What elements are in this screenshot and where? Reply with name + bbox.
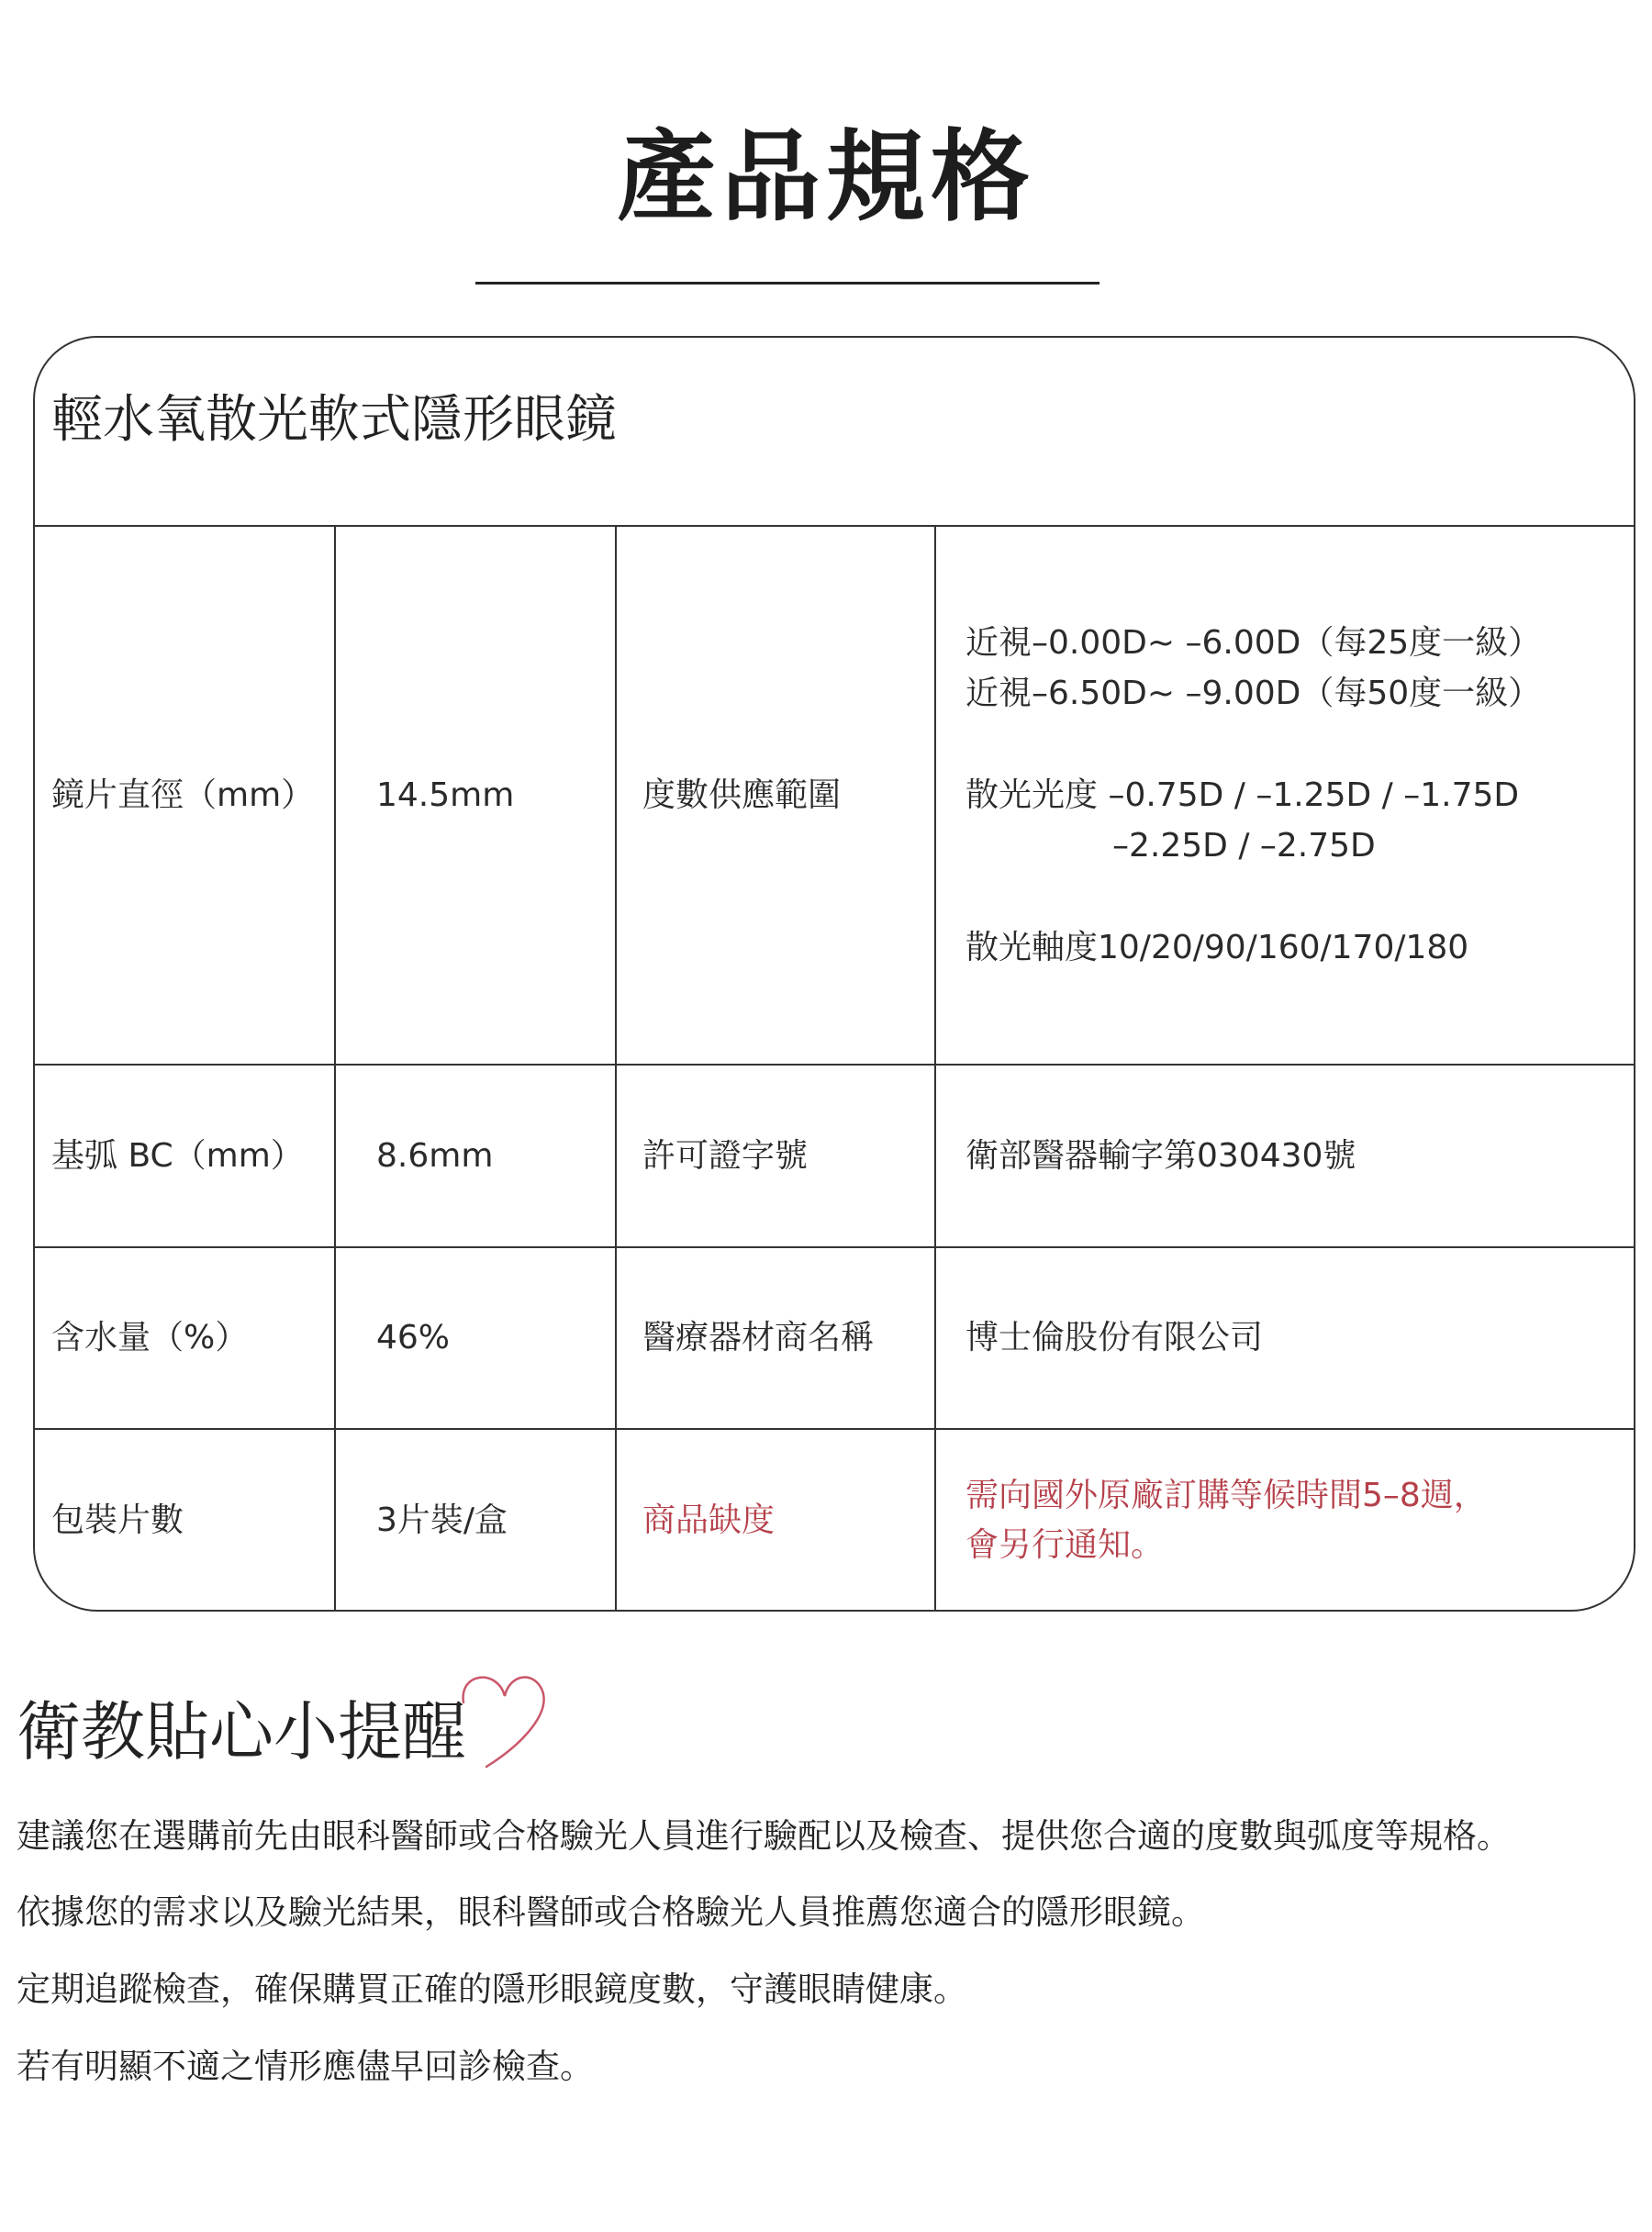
spec-value-water-content: 46% [376, 1319, 451, 1356]
column-divider [334, 525, 336, 1612]
spec-card [33, 336, 1635, 1612]
tip-item: 定期追蹤檢查，確保購買正確的隱形眼鏡度數，守護眼睛健康。 [17, 1970, 967, 2009]
spec-value-base-curve: 8.6mm [376, 1136, 494, 1175]
out-of-stock-line-2: 會另行通知。 [966, 1526, 1165, 1564]
spec-value-vendor: 博士倫股份有限公司 [966, 1319, 1264, 1356]
spec-label-vendor: 醫療器材商名稱 [642, 1319, 875, 1356]
column-divider [934, 525, 936, 1612]
page-title: 產品規格 [616, 120, 1035, 235]
spec-value-diameter: 14.5mm [376, 776, 515, 814]
spec-value-out-of-stock [966, 1430, 1487, 1612]
tip-item: 若有明顯不適之情形應儘早回診檢查。 [17, 2047, 594, 2086]
spec-label-license: 許可證字號 [642, 1136, 809, 1175]
spec-value-power-range [966, 527, 1541, 1064]
range-line-myopia-2: 近視–6.50D~ –9.00D（每50度一級） [966, 675, 1542, 712]
tip-item: 建議您在選購前先由眼科醫師或合格驗光人員進行驗配以及檢查、提供您合適的度數與弧度等規格。 [17, 1816, 1511, 1856]
spec-label-pack-count: 包裝片數 [51, 1501, 184, 1539]
spec-value-license: 衛部醫器輸字第030430號 [966, 1136, 1356, 1175]
title-underline [475, 282, 1099, 285]
spec-label-power-range: 度數供應範圍 [642, 776, 842, 814]
spec-label-diameter: 鏡片直徑（mm） [51, 776, 315, 814]
spec-label-out-of-stock: 商品缺度 [642, 1501, 776, 1539]
out-of-stock-line-1: 需向國外原廠訂購等候時間5–8週， [966, 1477, 1487, 1514]
heart-outline-icon [441, 1661, 560, 1780]
spec-value-pack-count: 3片裝/盒 [376, 1501, 508, 1539]
range-line-myopia-1: 近視–0.00D~ –6.00D（每25度一級） [966, 624, 1542, 662]
tip-item: 依據您的需求以及驗光結果，眼科醫師或合格驗光人員推薦您適合的隱形眼鏡。 [17, 1892, 1205, 1932]
product-name: 輕水氧散光軟式隱形眼鏡 [51, 390, 617, 450]
column-divider [615, 525, 617, 1612]
spec-label-base-curve: 基弧 BC（mm） [51, 1136, 304, 1175]
range-line-cylinder-2: –2.25D / –2.75D [1112, 827, 1376, 865]
range-line-cylinder-1: 散光光度 –0.75D / –1.25D / –1.75D [966, 776, 1520, 814]
tips-title: 衛教貼心小提醒 [17, 1694, 466, 1769]
spec-label-water-content: 含水量（%） [51, 1319, 249, 1356]
range-line-axis: 散光軸度10/20/90/160/170/180 [966, 929, 1469, 966]
